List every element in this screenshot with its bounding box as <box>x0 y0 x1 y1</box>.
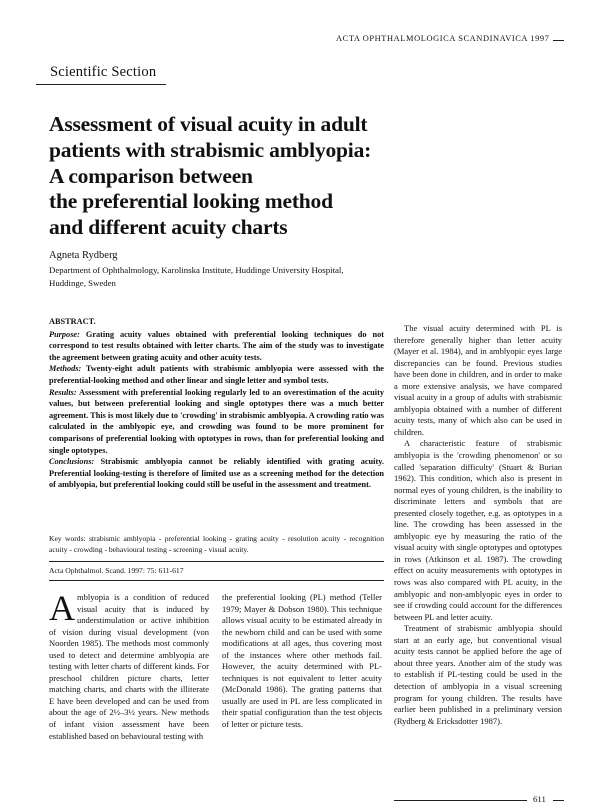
footer-rule <box>394 800 527 801</box>
abstract <box>49 316 384 491</box>
title-line: patients with strabismic amblyopia: <box>49 137 372 162</box>
right-paragraph: A characteristic feature of strabismic amblyopia is the 'crowding phenomenon' or so called 'separation difficulty' (Stuart & Burian 1962). This condition, which also is present in normal eyes of young children, is the inability to discriminate letters and symbols that are presented closely together, e.g. as optotypes in a line. The crowding has been assessed in the amblyopic eye by measuring the ratio of the visual acuity with single optotypes and optotypes in rows (Atkinson et al. 1987). The crowding effect on acuity measurements with optotypes in rows was also compared with PL acuity, in the amblyopic and non-amblyopic eyes in order to see if crowding could account for the differences between PL and letter acuity. <box>394 438 562 622</box>
body-text: the preferential looking (PL) method (Teller 1979; Mayer & Dobson 1980). This technique allows visual acuity to be estimated already in the newborn child and can be used with some modifications at all ages, thus covering most of the instances where other methods fail. However, the acuity determined with PL-techniques is not equivalent to letter acuity (McDonald 1986). The grating patterns that usually are used in PL are less complicated in their spatial configuration than the test objects of letter or picture tests. <box>222 592 382 730</box>
section-heading: Scientific Section <box>50 64 157 80</box>
article-title <box>49 112 371 241</box>
abstract-heading: ABSTRACT. <box>49 317 96 326</box>
methods-label: Methods: <box>49 364 82 374</box>
methods-text: Twenty-eight adult patients with strabismic amblyopia were assessed with the preferential-looking method and other linear and single letter and symbol tests. <box>49 364 384 385</box>
results-text: Assessment with preferential looking regularly led to an overestimation of the acuity values, but between preferential looking and single optotypes there was a much better agreement. This is most likely due to 'crowding' in strabismic amblyopia. A crowding ratio was calculated in the amblyopic eye, and crowding was found to be more prominent for comparisons of preferential looking with optotypes in rows, than for preferential looking and single optotypes. <box>49 387 384 455</box>
affiliation: Department of Ophthalmology, Karolinska Institute, Huddinge University Hospital, Huddinge, Sweden <box>49 265 344 288</box>
right-paragraph: Treatment of strabismic amblyopia should start at an early age, but conventional visual acuity tests cannot be applied before the age of about three years. Another aim of the study was to establish if PL-testing could be used in the detection of amblyopia in a visual screening program for young children. The results have earlier been published in a preliminary version (Rydberg & Ericksdotter 1987). <box>394 623 562 726</box>
abstract-results <box>49 387 384 457</box>
footer-rule-right <box>553 800 564 801</box>
journal-header: ACTA OPHTHALMOLOGICA SCANDINAVICA 1997 <box>336 34 550 43</box>
keywords-rule <box>49 561 384 562</box>
citation-rule <box>49 580 384 581</box>
abstract-purpose <box>49 329 384 364</box>
title-line: the preferential looking method <box>49 189 333 214</box>
conclusions-label: Conclusions: <box>49 457 95 467</box>
conclusions-text: Strabismic amblyopia cannot be reliably identified with grating acuity. Preferential looking-testing is therefore of limited use as a screening method for the detection of amblyopia, but preferential looking could still be useful in the assessment and treatment. <box>49 457 384 490</box>
abstract-conclusions <box>49 456 384 491</box>
drop-cap: A <box>49 588 75 628</box>
body-column-2 <box>222 592 382 731</box>
header-rule-right <box>553 40 564 41</box>
right-column <box>394 323 562 727</box>
section-rule <box>36 84 166 85</box>
purpose-label: Purpose: <box>49 329 80 339</box>
title-line: Assessment of visual acuity in adult <box>49 112 368 136</box>
keywords: Key words: strabismic amblyopia - preferential looking - grating acuity - resolution acuity - recognition acuity - crowding - behavioural testing - screening - visual acuity. <box>49 534 384 554</box>
page-number: 611 <box>533 794 546 804</box>
purpose-text: Grating acuity values obtained with preferential looking techniques do not correspond to test results obtained with letter charts. The aim of the study was to investigate the agreement between grating acuity and other acuity tests. <box>49 329 384 362</box>
title-line: and different acuity charts <box>49 215 288 240</box>
title-line: A comparison between <box>49 163 253 188</box>
citation: Acta Ophthalmol. Scand. 1997: 75: 611-617 <box>49 566 184 575</box>
abstract-methods <box>49 363 384 386</box>
results-label: Results: <box>49 387 77 397</box>
body-column-1 <box>49 588 209 742</box>
right-paragraph: The visual acuity determined with PL is therefore generally higher than letter acuity (Mayer et al. 1984), and in amblyopic eyes large discrepancies can be found. Previous studies have been done in children, and in order to make a more extensive analysis, we have compared visual acuity in a group of adults with strabismic amblyopia obtained with a number of different acuity tests, many of which also can be used in children. <box>394 323 562 437</box>
body-text: mblyopia is a condition of reduced visual acuity that is induced by understimulation or active inhibition of vision during visual development (von Noorden 1985). The methods most commonly used to detect and determine amblyopia are testing with letter charts of different kinds. For preschool children picture charts, letter matching charts, and charts with the illiterate E have been developed and can be used from about the age of 2½–3½ years. New methods of infant vision assessment have been established based on behavioural testing with <box>49 592 209 741</box>
author-name: Agneta Rydberg <box>49 250 118 261</box>
